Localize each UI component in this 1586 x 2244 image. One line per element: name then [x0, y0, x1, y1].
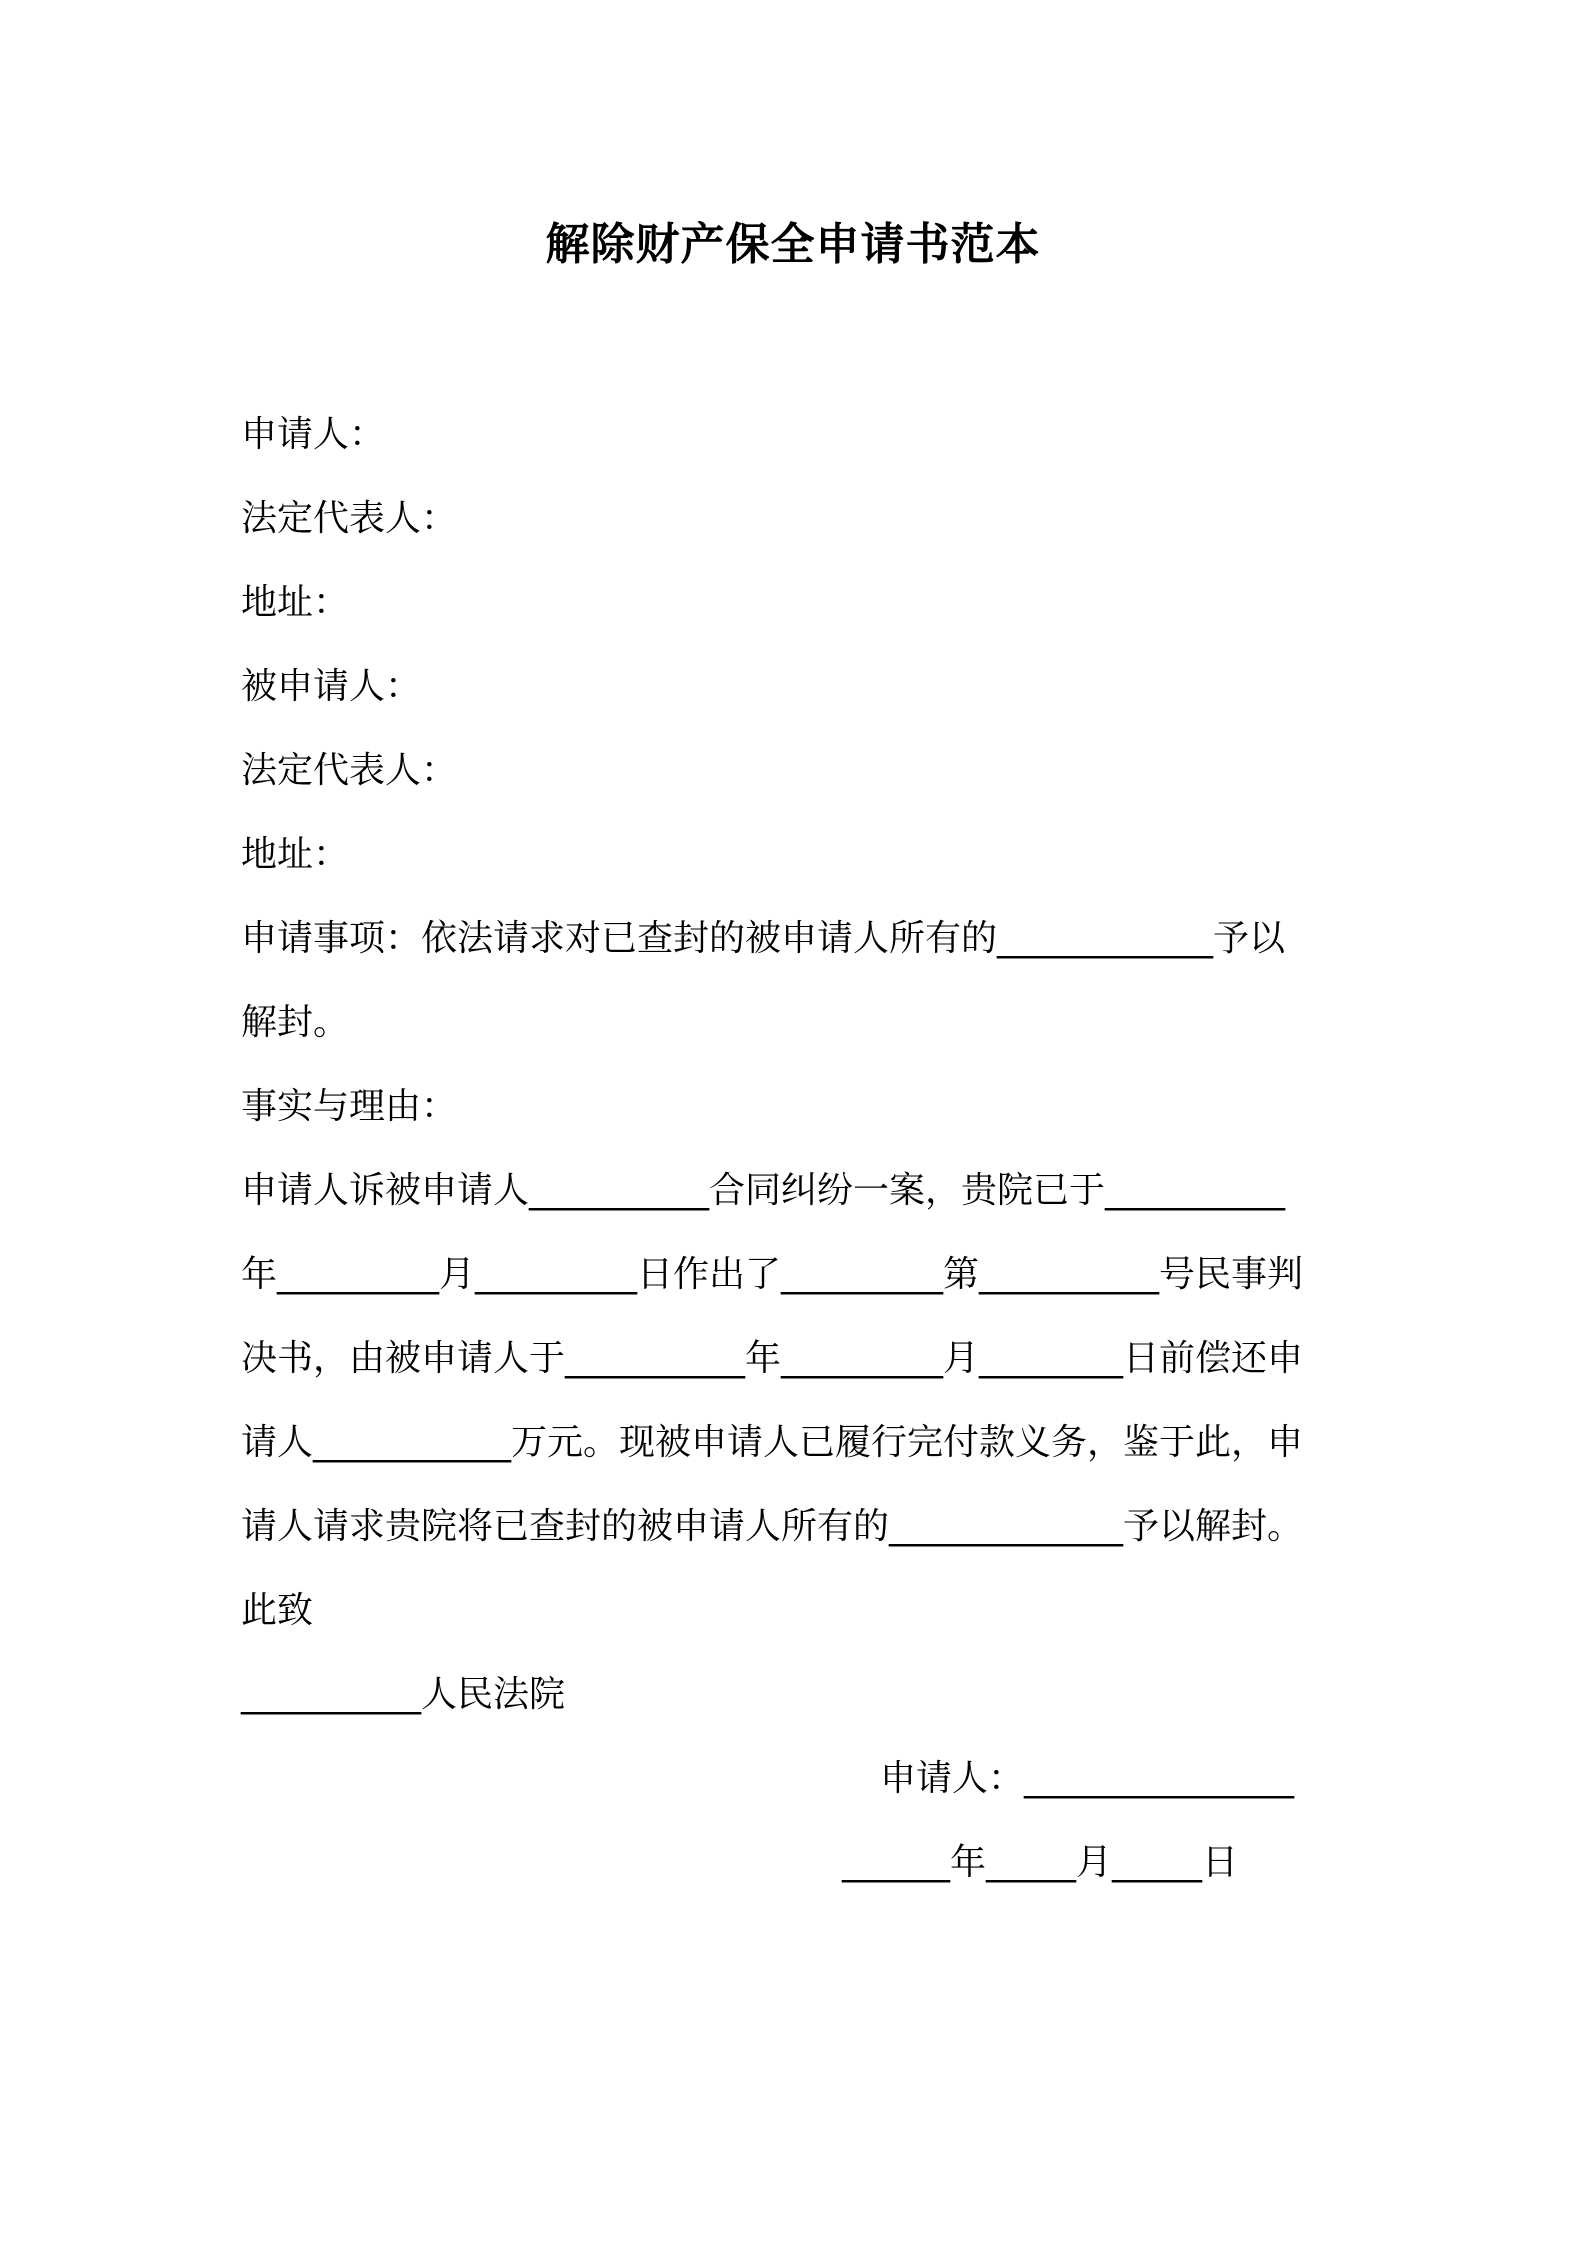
facts-line-3: 决书，由被申请人于__________年_________月________日前偿还申 — [241, 1338, 1304, 1379]
facts-line-1: 申请人诉被申请人__________合同纠纷一案，贵院已于__________ — [241, 1170, 1286, 1211]
respondent-legal-rep-line: 法定代表人： — [241, 750, 458, 791]
applicant-line: 申请人： — [241, 414, 386, 455]
facts-line-2: 年_________月_________日作出了_________第__________号民事判 — [241, 1254, 1304, 1295]
respondent-line: 被申请人： — [241, 666, 422, 707]
facts-heading: 事实与理由： — [241, 1086, 458, 1127]
court-line: __________人民法院 — [241, 1674, 566, 1715]
salutation-line: 此致 — [241, 1590, 314, 1631]
applicant-address-line: 地址： — [241, 582, 350, 623]
facts-line-5: 请人请求贵院将已查封的被申请人所有的_____________予以解封。 — [241, 1506, 1304, 1547]
document-title: 解除财产保全申请书范本 — [545, 219, 1041, 270]
request-item-line-2: 解封。 — [241, 1002, 350, 1043]
signature-applicant: 申请人：_______________ — [880, 1758, 1295, 1799]
applicant-legal-rep-line: 法定代表人： — [241, 498, 458, 539]
signature-date: ______年_____月_____日 — [842, 1842, 1238, 1883]
facts-line-4: 请人___________万元。现被申请人已履行完付款义务，鉴于此，申 — [241, 1422, 1304, 1463]
respondent-address-line: 地址： — [241, 834, 350, 875]
request-item-line-1: 申请事项：依法请求对已查封的被申请人所有的____________予以 — [241, 918, 1286, 959]
